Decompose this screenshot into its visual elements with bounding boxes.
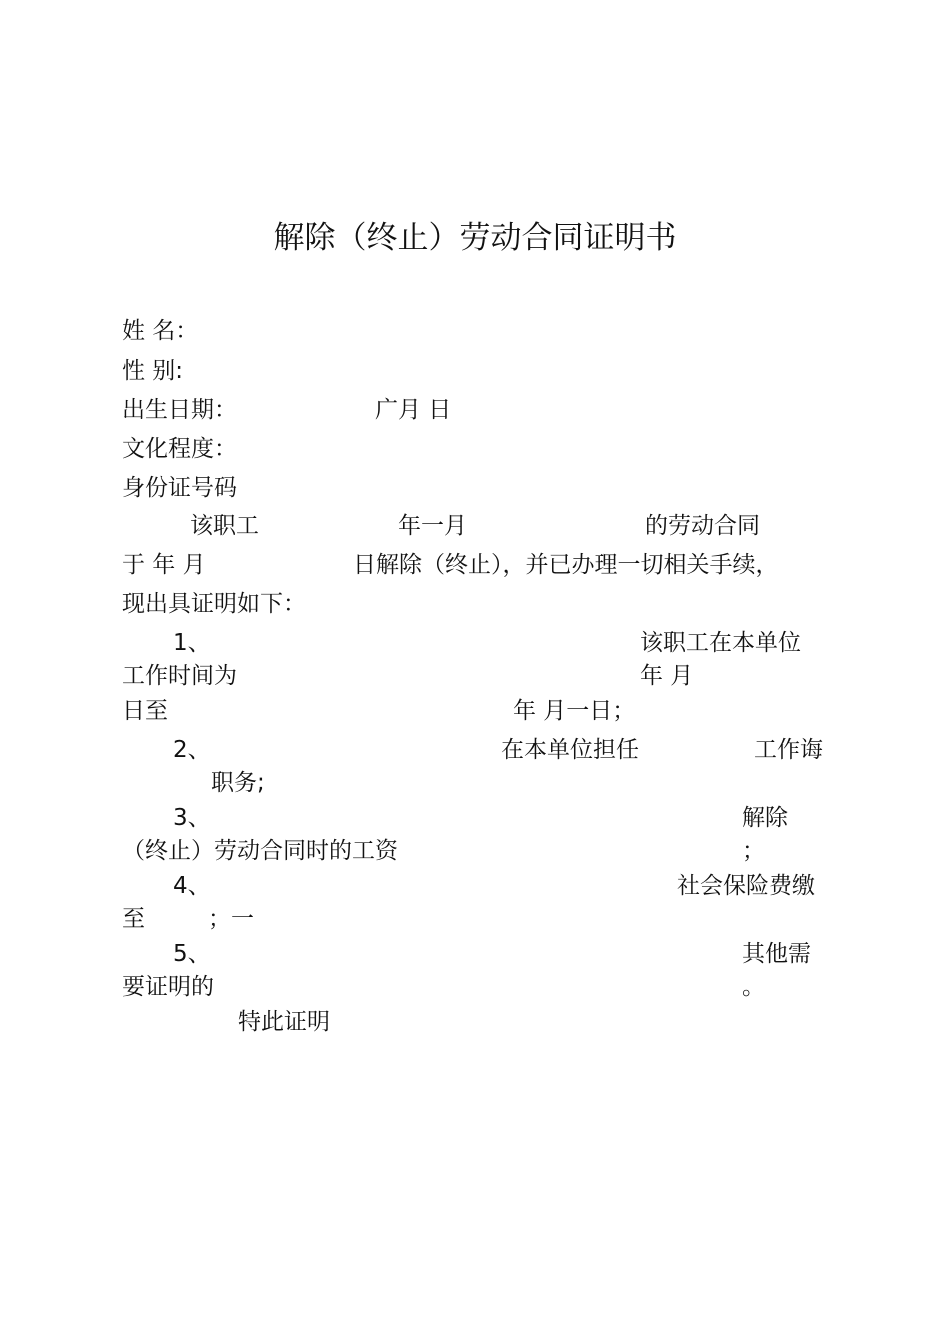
item5-text-a: 其他需 xyxy=(742,941,811,967)
item3-text-b: （终止）劳动合同时的工资 xyxy=(122,838,398,864)
item4-text-c: ；一 xyxy=(208,906,254,932)
paragraph1-year-month: 年一月 xyxy=(398,513,467,539)
item3-number: 3、 xyxy=(173,805,211,831)
item4-text-a: 社会保险费缴 xyxy=(677,873,815,899)
item3-text-a: 解除 xyxy=(742,805,788,831)
name-field-label: 姓 名： xyxy=(122,318,199,344)
item1-text-c: 年 月 xyxy=(640,663,694,689)
item4-text-b: 至 xyxy=(122,906,145,932)
item2-text-a: 在本单位担任 xyxy=(501,737,639,763)
paragraph1-termination: 日解除（终止），并已办理一切相关手续， xyxy=(353,552,779,578)
gender-field-label: 性 别: xyxy=(122,358,184,384)
item5-number: 5、 xyxy=(173,941,211,967)
item5-text-c: 。 xyxy=(742,974,765,1000)
paragraph1-employee: 该职工 xyxy=(190,513,259,539)
document-title: 解除（终止）劳动合同证明书 xyxy=(273,220,677,256)
item1-text-d: 日至 xyxy=(122,698,168,724)
item4-number: 4、 xyxy=(173,873,211,899)
birth-date-suffix: 广月 日 xyxy=(375,397,452,423)
birth-date-label: 出生日期： xyxy=(122,397,237,423)
education-label: 文化程度： xyxy=(122,436,237,462)
id-number-label: 身份证号码 xyxy=(122,475,237,501)
item1-number: 1、 xyxy=(173,630,211,656)
item2-number: 2、 xyxy=(173,737,211,763)
paragraph1-date: 于 年 月 xyxy=(122,552,206,578)
item1-text-b: 工作时间为 xyxy=(122,663,237,689)
item2-text-b: 工作诲 xyxy=(754,737,823,763)
item2-text-c: 职务; xyxy=(211,770,265,796)
paragraph1-contract: 的劳动合同 xyxy=(645,513,760,539)
item5-text-b: 要证明的 xyxy=(122,974,214,1000)
item1-text-a: 该职工在本单位 xyxy=(640,630,801,656)
item3-text-c: ； xyxy=(742,838,765,864)
closing-statement: 特此证明 xyxy=(238,1009,330,1035)
paragraph1-proof-intro: 现出具证明如下： xyxy=(122,591,306,617)
item1-text-e: 年 月一日； xyxy=(513,698,636,724)
